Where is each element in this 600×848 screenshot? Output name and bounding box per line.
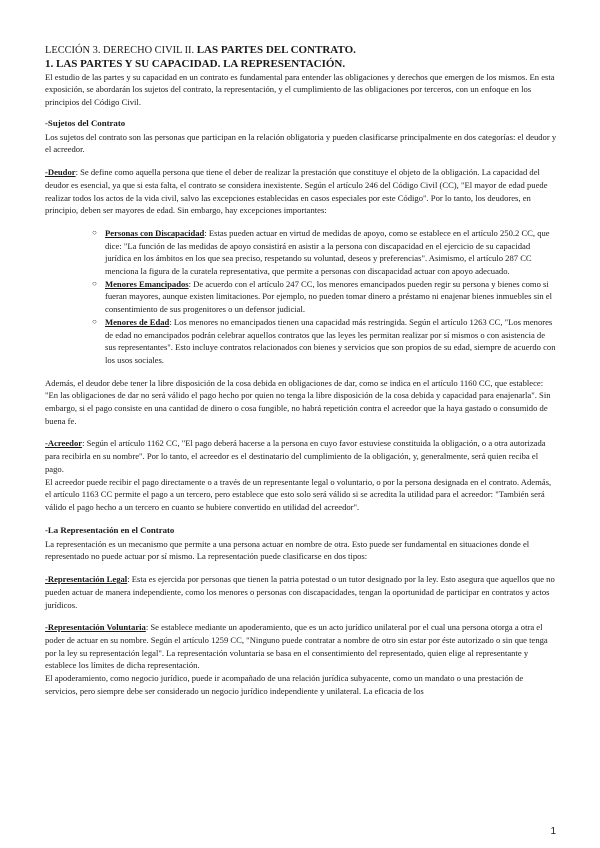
representacion-paragraph: La representación es un mecanismo que permite a una persona actuar en nombre de otra. Esto puede ser fundamental en situaciones donde el representado no puede actuar por sí mismo. La representación puede clasificarse en dos tipos: — [45, 538, 530, 562]
list-item-term: Menores de Edad — [105, 316, 170, 327]
list-item — [45, 278, 557, 316]
acreedor-term: -Acreedor — [45, 438, 83, 449]
deudor-paragraph — [45, 166, 557, 217]
list-item — [45, 316, 557, 367]
circle-bullet-icon: ○ — [92, 316, 97, 326]
legal-paragraph — [45, 573, 557, 611]
lesson-heading: LAS PARTES DEL CONTRATO. — [196, 44, 356, 56]
sujetos-heading: -Sujetos del Contrato — [45, 117, 126, 128]
circle-bullet-icon: ○ — [92, 278, 97, 288]
acreedor-paragraph — [45, 437, 557, 475]
sujetos-paragraph: Los sujetos del contrato son las personas que participan en la relación obligatoria y pueden clasificarse principalmente en dos categorías: el deudor y el acreedor. — [45, 131, 557, 155]
legal-text: : Esta es ejercida por personas que tienen la patria potestad o un tutor designado por la ley. Esto asegura que aquellos que no pueden actuar de manera independiente, como los menores o personas con discapacidades, tengan la oportunidad de participar en contratos y actos jurídicos. — [45, 574, 555, 610]
list-item — [45, 227, 557, 278]
intro-paragraph: El estudio de las partes y su capacidad en un contrato es fundamental para entender las obligaciones y derechos que emergen de los mismos. En esta exposición, se abordarán los sujetos del contrato, la representación, y el cumplimiento de las obligaciones por terceros, con un enfoque en los principios del Código Civil. — [45, 71, 555, 107]
voluntaria-term: -Representación Voluntaria — [45, 622, 146, 633]
representacion-heading: -La Representación en el Contrato — [45, 524, 175, 535]
legal-term: -Representación Legal — [45, 574, 128, 585]
voluntaria-text: : Se establece mediante un apoderamiento, que es un acto jurídico unilateral por el cual una persona otorga a otra el poder de actuar en su nombre. Según el artículo 1259 CC, "Ninguno puede contratar a nombre de otro sin estar por éste autorizado o sin que tenga por la ley su representación legal". La representación voluntaria se basa en el consentimiento del representado, quien elige al representante y establece los límites de dicha representación. — [45, 622, 548, 671]
lesson-label: LECCIÓN 3. DERECHO CIVIL II. — [45, 45, 195, 56]
document-page — [45, 44, 557, 697]
voluntaria-paragraph-2: El apoderamiento, como negocio jurídico, puede ir acompañado de una relación jurídica subyacente, como un mandato o una prestación de servicios, pero siempre debe ser considerado un negocio jurídico independiente y unilateral. La eficacia de los — [45, 673, 524, 696]
excepciones-list — [45, 227, 557, 367]
section-title: 1. LAS PARTES Y SU CAPACIDAD. LA REPRESENTACIÓN. — [45, 57, 346, 70]
lesson-title — [45, 44, 557, 58]
page-number: 1 — [550, 826, 556, 837]
voluntaria-paragraph — [45, 621, 557, 672]
circle-bullet-icon: ○ — [92, 227, 97, 237]
acreedor-text: : Según el artículo 1162 CC, "El pago deberá hacerse a la persona en cuyo favor estuviese constituida la obligación, o a otra autorizada para recibirla en su nombre". Por lo tanto, el acreedor es el destinatario del cumplimiento de la obligación, y, generalmente, será quien reciba el pago. — [45, 438, 546, 474]
list-item-text: : Los menores no emancipados tienen una capacidad más restringida. Según el artículo 1263 CC, "Los menores de edad no emancipados podrán celebrar aquellos contratos que las leyes les permitan realizar por sí mismos o con asistencia de sus representantes". Esto incluye contratos relacionados con bienes y servicios que son propios de su edad, siempre de acuerdo con los usos sociales. — [105, 316, 556, 365]
list-item-term: Personas con Discapacidad — [105, 227, 205, 238]
list-item-text: : Estas pueden actuar en virtud de medidas de apoyo, como se establece en el artículo 250.2 CC, que dice: "La función de las medidas de apoyo consistirá en asistir a la persona con discapacidad en el ejercicio de su capacidad jurídica en los ámbitos en los que sea preciso, respetando su voluntad, deseos y preferencias". Asimismo, el artículo 287 CC menciona la figura de la curatela representativa, que permite a personas con discapacidad actuar con apoyo adecuado. — [105, 227, 550, 277]
deudor-extra-paragraph: Además, el deudor debe tener la libre disposición de la cosa debida en obligaciones de dar, como se indica en el artículo 1160 CC, que establece: "En las obligaciones de dar no será válido el pago hecho por quien no tenga la libre disposición de la cosa debida y capacidad para enajenarla". Sin embargo, si el pago consiste en una cantidad de dinero o cosa fungible, no habrá repetición contra el acreedor que la haya gastado o consumido de buena fe. — [45, 377, 551, 426]
list-item-term: Menores Emancipados — [105, 278, 189, 289]
deudor-text: : Se define como aquella persona que tiene el deber de realizar la prestación que constituye el objeto de la obligación. La capacidad del deudor es esencial, ya que si esta falta, el contrato se considera inexistente. Según el artículo 246 del Código Civil (CC), "El mayor de edad puede realizar todos los actos de la vida civil, salvo las excepciones establecidas en casos especiales por este Código". Por lo tanto, los deudores, en principio, deben ser mayores de edad. Sin embargo, hay excepciones importantes: — [45, 167, 548, 216]
deudor-term: -Deudor — [45, 167, 76, 178]
acreedor-paragraph-2: El acreedor puede recibir el pago directamente o a través de un representante legal o voluntario, o por la persona designada en el contrato. Además, el artículo 1163 CC permite el pago a un tercero, pero establece que esto solo será válido si se acredita la utilidad para el acreedor: "También será válido el pago hecho a un tercero en cuanto se hubiere convertido en utilidad del acreedor". — [45, 476, 552, 512]
list-item-text: : De acuerdo con el artículo 247 CC, los menores emancipados pueden regir su persona y bienes como si fueran mayores, aunque existen limitaciones. Por ejemplo, no pueden tomar dinero a préstamo ni enajenar bienes inmuebles sin el consentimiento de sus progenitores o un defensor judicial. — [105, 278, 552, 315]
